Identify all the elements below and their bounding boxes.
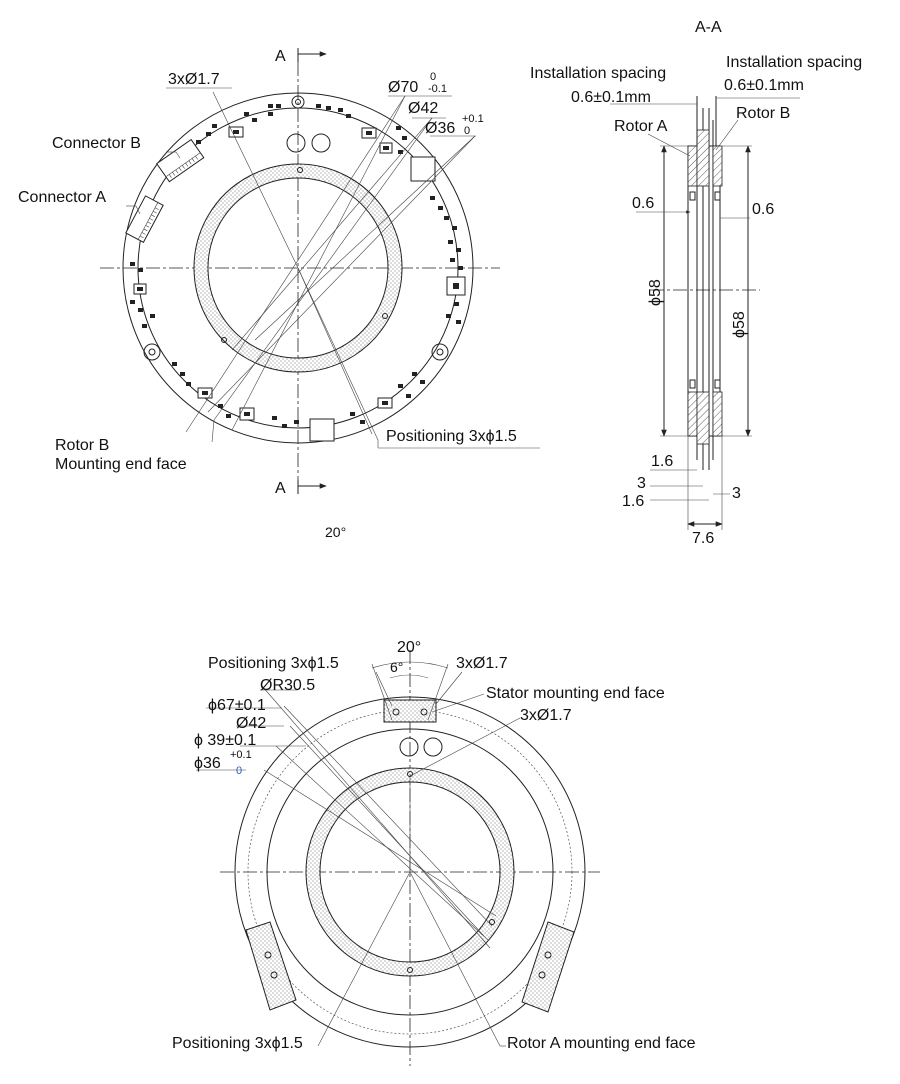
ic-chip-bottom — [310, 419, 334, 441]
label-connector-a: Connector A — [18, 189, 107, 206]
label-dia-58-left: ϕ58 — [647, 279, 664, 306]
label-dia-42: Ø42 — [408, 100, 439, 117]
round-pad-right — [424, 738, 442, 756]
label-rotor-a: Rotor A — [614, 118, 668, 135]
mounting-hole-right-inner — [437, 349, 443, 355]
round-pad-right — [312, 134, 330, 152]
label-holes-top: 3xØ1.7 — [456, 655, 508, 672]
ic-chip-upper-right — [411, 157, 435, 181]
label-install-left-value: 0.6±0.1mm — [571, 89, 651, 106]
label-rotor-a-face: Rotor A mounting end face — [507, 1035, 696, 1052]
label-dim-total: 7.6 — [692, 530, 715, 547]
section-letter-top: A — [275, 48, 286, 65]
label-tol-70-lower: -0.1 — [428, 83, 447, 95]
label-dia-67: ϕ67±0.1 — [208, 697, 266, 714]
label-dia-36-tol-upper: +0.1 — [230, 749, 252, 761]
left-pad — [246, 922, 296, 1010]
label-dia-70: Ø70 — [388, 79, 419, 96]
label-tol-36-upper: +0.1 — [462, 113, 484, 125]
rotor-a-top — [688, 146, 697, 186]
label-dim-1-6-top: 1.6 — [651, 453, 674, 470]
label-dia-58-right: ϕ58 — [731, 311, 748, 338]
top-view — [18, 48, 540, 540]
connector-b — [157, 140, 204, 182]
section-view — [530, 19, 862, 547]
mounting-hole-left-inner — [149, 349, 155, 355]
section-title: A-A — [695, 19, 722, 36]
angle-arc-6 — [390, 675, 428, 678]
label-angle-6: 6° — [390, 659, 404, 675]
label-gap-right: 0.6 — [752, 201, 775, 218]
label-angle-20: 20° — [397, 639, 422, 656]
label-dim-3-left: 3 — [637, 475, 646, 492]
mounting-hole-left — [144, 344, 160, 360]
label-dia-36: Ø36 — [425, 120, 456, 137]
label-dim-1-6-bottom: 1.6 — [622, 493, 645, 510]
section-marker-top — [275, 48, 326, 65]
connector-a — [126, 196, 163, 242]
label-holes-1-7: 3xØ1.7 — [168, 71, 220, 88]
stator-top — [697, 130, 709, 186]
stator-bottom — [697, 392, 709, 444]
label-tol-70-upper: 0 — [430, 71, 437, 83]
label-angle-20: 20° — [325, 524, 347, 540]
section-marker-bottom — [275, 480, 326, 497]
right-pad — [522, 922, 574, 1012]
label-positioning-top: Positioning 3xϕ1.5 — [208, 655, 339, 672]
label-install-right-title: Installation spacing — [726, 54, 863, 71]
label-rotor-b-line1: Rotor B — [55, 437, 110, 454]
label-rotor-b-line2: Mounting end face — [55, 456, 187, 473]
round-pad-left — [400, 738, 418, 756]
label-dia-36: ϕ36 — [194, 755, 221, 772]
section-letter-bottom: A — [275, 480, 286, 497]
bottom-view — [172, 639, 696, 1066]
round-pad-left — [287, 134, 305, 152]
rotor-b-bottom — [713, 392, 722, 436]
label-positioning-bottom: Positioning 3xϕ1.5 — [172, 1035, 303, 1052]
label-gap-left: 0.6 — [632, 195, 655, 212]
label-dim-3-right: 3 — [732, 485, 741, 502]
rotor-a-bottom — [688, 392, 697, 436]
label-dia-36-tol-lower: 0 — [236, 765, 243, 777]
label-tol-36-lower: 0 — [464, 125, 471, 137]
rotor-b-top — [713, 146, 722, 186]
label-r30-5: ØR30.5 — [260, 677, 316, 694]
label-positioning: Positioning 3xϕ1.5 — [386, 428, 517, 445]
label-connector-b: Connector B — [52, 135, 141, 152]
label-install-right-value: 0.6±0.1mm — [724, 77, 804, 94]
label-dia-42: Ø42 — [236, 715, 267, 732]
label-install-left-title: Installation spacing — [530, 65, 667, 82]
label-stator-face: Stator mounting end face — [486, 685, 665, 702]
label-holes-right: 3xØ1.7 — [520, 707, 572, 724]
label-rotor-b: Rotor B — [736, 105, 791, 122]
label-dia-39: ϕ 39±0.1 — [194, 732, 257, 749]
